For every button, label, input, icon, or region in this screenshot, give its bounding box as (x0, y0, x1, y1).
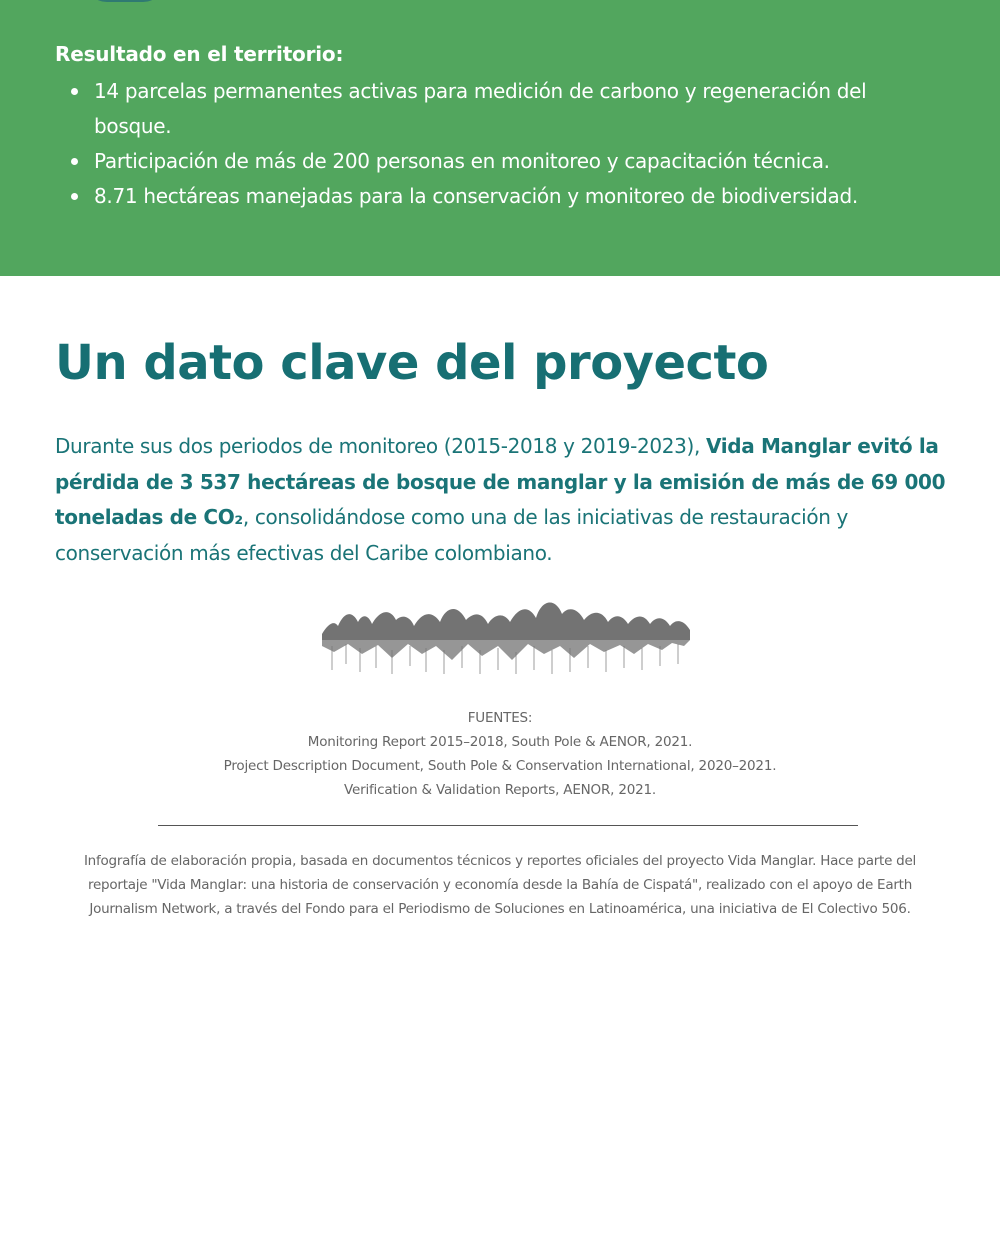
divider (158, 825, 858, 826)
results-item: Participación de más de 200 personas en monitoreo y capacitación técnica. (55, 144, 935, 179)
key-fact-outro: , consolidándose como una de las iniciativas de restauración y conservación más efectivas del Caribe colombiano. (55, 505, 849, 565)
results-title: Resultado en el territorio: (55, 42, 344, 66)
sources-block (0, 706, 1000, 802)
results-list (55, 74, 935, 214)
sources-heading: FUENTES: (467, 710, 533, 726)
key-fact-highlight: Vida Manglar evitó la pérdida de 3 537 hectáreas de bosque de manglar y la emisión de más de 69 000 toneladas de CO₂ (55, 434, 946, 529)
credit-note: Infografía de elaboración propia, basada en documentos técnicos y reportes oficiales del proyecto Vida Manglar. Hace parte del reportaje "Vida Manglar: una historia de conservación y economía desde la Bahía de Cispatá", realizado con el apoyo de Earth Journalism Network, a través del Fondo para el Periodismo de Soluciones en Latinoamérica, una iniciativa de El Colectivo 506. (83, 853, 917, 917)
source-line: Verification & Validation Reports, AENOR, 2021. (344, 782, 656, 798)
mangrove-forest-illustration (322, 598, 690, 676)
results-item: 8.71 hectáreas manejadas para la conservación y monitoreo de biodiversidad. (55, 179, 935, 214)
source-line: Monitoring Report 2015–2018, South Pole & AENOR, 2021. (307, 734, 693, 750)
key-fact-paragraph (55, 429, 950, 571)
source-line: Project Description Document, South Pole & Conservation International, 2020–2021. (223, 758, 777, 774)
results-item: 14 parcelas permanentes activas para medición de carbono y regeneración del bosque. (55, 74, 935, 144)
decorative-circle (85, 0, 165, 2)
key-fact-intro: Durante sus dos periodos de monitoreo (2015-2018 y 2019-2023), (55, 434, 706, 458)
key-fact-title: Un dato clave del proyecto (55, 335, 769, 391)
